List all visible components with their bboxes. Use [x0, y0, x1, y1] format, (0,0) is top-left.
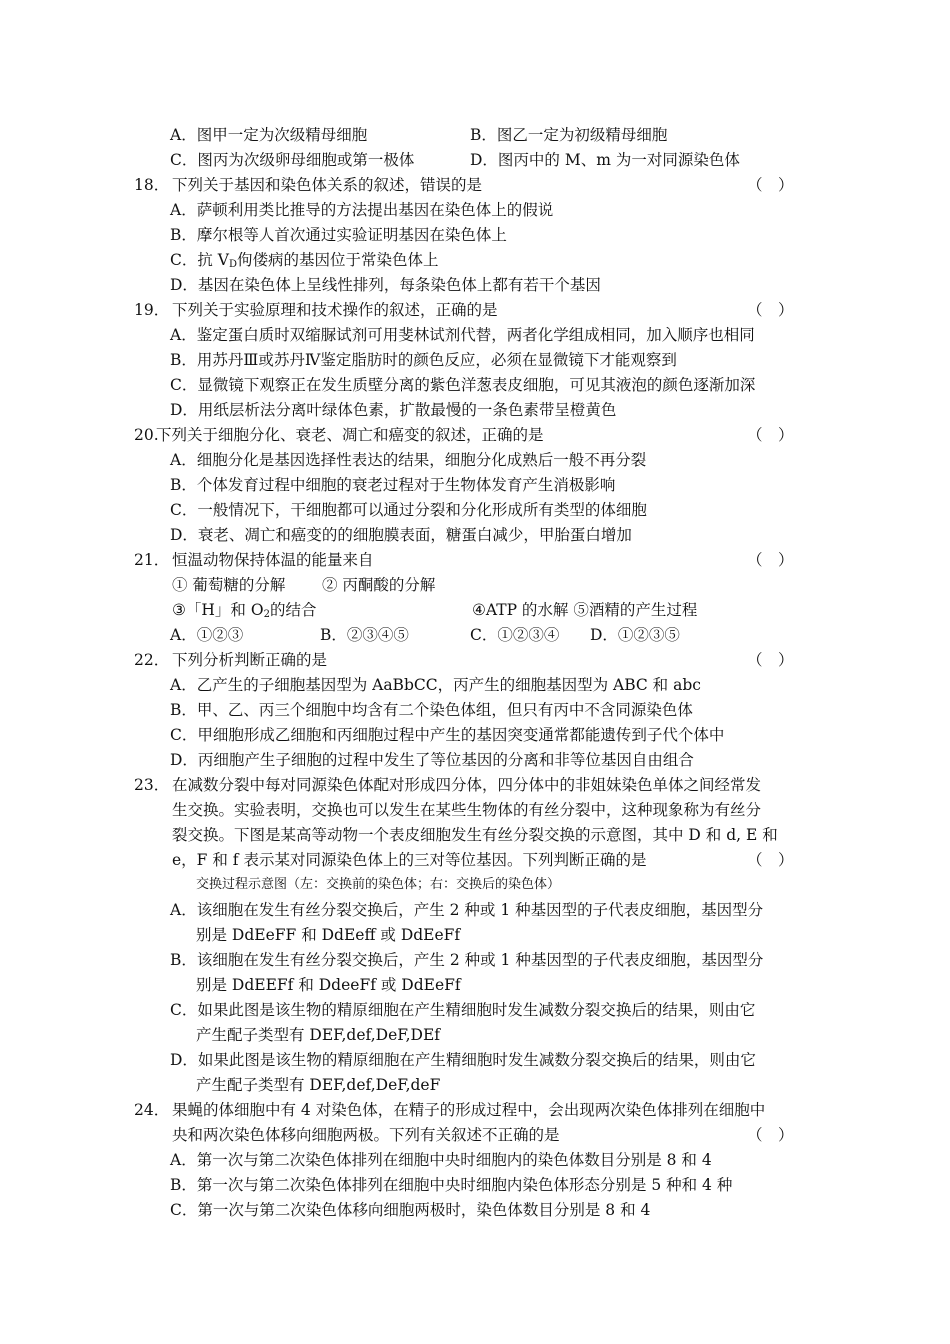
q23-number: 23． — [134, 776, 170, 794]
q18-option-c — [170, 249, 439, 276]
q18-option-c-sub: D — [228, 259, 238, 270]
q20-stem: 下列关于细胞分化、衰老、凋亡和癌变的叙述，正确的是 — [156, 426, 544, 444]
q23-option-c-line-1: C．如果此图是该生物的精原细胞在产生精细胞时发生减数分裂交换后的结果，则由它 — [170, 1001, 756, 1019]
q19-stem: 下列关于实验原理和技术操作的叙述，正确的是 — [172, 301, 498, 319]
q21-number: 21． — [134, 551, 170, 569]
q20-option-a: A．细胞分化是基因选择性表达的结果，细胞分化成熟后一般不再分裂 — [170, 451, 647, 469]
q21-answer-blank: （ ） — [747, 551, 794, 569]
q24-answer-blank: （ ） — [747, 1126, 794, 1144]
q21-item-3 — [172, 599, 316, 626]
q21-option-b: B．②③④⑤ — [320, 626, 409, 644]
q17-option-c: C．图丙为次级卵母细胞或第一极体 — [170, 151, 415, 169]
q23-option-b-line-1: B．该细胞在发生有丝分裂交换后，产生 2 种或 1 种基因型的子代表皮细胞，基因型分 — [170, 951, 764, 969]
q19-option-b: B．用苏丹Ⅲ或苏丹Ⅳ鉴定脂肪时的颜色反应，必须在显微镜下才能观察到 — [170, 351, 677, 369]
q20-answer-blank: （ ） — [747, 426, 794, 444]
q21-item-3-post: 的结合 — [269, 601, 317, 619]
q18-stem: 下列关于基因和染色体关系的叙述，错误的是 — [172, 176, 483, 194]
q21-option-d: D．①②③⑤ — [590, 626, 680, 644]
q17-option-d: D．图丙中的 M、m 为一对同源染色体 — [470, 151, 740, 169]
q22-stem: 下列分析判断正确的是 — [172, 651, 328, 669]
q23-answer-blank: （ ） — [747, 851, 794, 869]
q24-option-b: B．第一次与第二次染色体排列在细胞中央时细胞内染色体形态分别是 5 种和 4 种 — [170, 1176, 733, 1194]
q24-stem-line-2: 央和两次染色体移向细胞两极。下列有关叙述不正确的是 — [172, 1126, 560, 1144]
q19-option-a: A．鉴定蛋白质时双缩脲试剂可用斐林试剂代替，两者化学组成相同，加入顺序也相同 — [170, 326, 755, 344]
q22-option-a: A．乙产生的子细胞基因型为 AaBbCC，丙产生的细胞基因型为 ABC 和 abc — [170, 676, 701, 694]
q23-figure-caption: 交换过程示意图（左：交换前的染色体；右：交换后的染色体） — [196, 877, 561, 892]
q21-item-1: ① 葡萄糖的分解 — [172, 576, 286, 594]
q18-answer-blank: （ ） — [747, 176, 794, 194]
q17-option-a: A．图甲一定为次级精母细胞 — [170, 126, 368, 144]
q20-option-c: C．一般情况下，干细胞都可以通过分裂和分化形成所有类型的体细胞 — [170, 501, 647, 519]
q18-option-c-pre: C．抗 V — [170, 251, 229, 269]
q20-number: 20. — [134, 426, 159, 444]
q22-option-b: B．甲、乙、丙三个细胞中均含有二个染色体组，但只有丙中不含同源染色体 — [170, 701, 693, 719]
q18-option-b: B．摩尔根等人首次通过实验证明基因在染色体上 — [170, 226, 507, 244]
q23-stem-line-1: 在减数分裂中每对同源染色体配对形成四分体，四分体中的非姐妹染色单体之间经常发 — [172, 776, 762, 794]
q19-option-d: D．用纸层析法分离叶绿体色素，扩散最慢的一条色素带呈橙黄色 — [170, 401, 617, 419]
q23-stem-line-4: e，F 和 f 表示某对同源染色体上的三对等位基因。下列判断正确的是 — [172, 851, 647, 869]
q18-option-d: D．基因在染色体上呈线性排列，每条染色体上都有若干个基因 — [170, 276, 601, 294]
q24-option-a: A．第一次与第二次染色体排列在细胞中央时细胞内的染色体数目分别是 8 和 4 — [170, 1151, 712, 1169]
q23-option-a-line-1: A．该细胞在发生有丝分裂交换后，产生 2 种或 1 种基因型的子代表皮细胞，基因型分 — [170, 901, 764, 919]
q21-option-a: A．①②③ — [170, 626, 244, 644]
q22-answer-blank: （ ） — [747, 651, 794, 669]
q24-stem-line-1: 果蝇的体细胞中有 4 对染色体，在精子的形成过程中，会出现两次染色体排列在细胞中 — [172, 1101, 766, 1119]
q21-stem: 恒温动物保持体温的能量来自 — [172, 551, 374, 569]
q22-option-c: C．甲细胞形成乙细胞和丙细胞过程中产生的基因突变通常都能遗传到子代个体中 — [170, 726, 725, 744]
q21-option-c: C．①②③④ — [470, 626, 560, 644]
q21-item-2: ② 丙酮酸的分解 — [322, 576, 436, 594]
q24-option-c: C．第一次与第二次染色体移向细胞两极时，染色体数目分别是 8 和 4 — [170, 1201, 651, 1219]
q24-number: 24． — [134, 1101, 170, 1119]
q20-option-b: B．个体发育过程中细胞的衰老过程对于生物体发育产生消极影响 — [170, 476, 616, 494]
q23-stem-line-3: 裂交换。下图是某高等动物一个表皮细胞发生有丝分裂交换的示意图，其中 D 和 d, E 和 — [172, 826, 778, 844]
q19-number: 19． — [134, 301, 170, 319]
q23-option-d-line-1: D．如果此图是该生物的精原细胞在产生精细胞时发生减数分裂交换后的结果，则由它 — [170, 1051, 756, 1069]
q21-item-3-sub: 2 — [263, 609, 270, 620]
q19-option-c: C．显微镜下观察正在发生质壁分离的紫色洋葱表皮细胞，可见其液泡的颜色逐渐加深 — [170, 376, 756, 394]
q23-option-c-line-2: 产生配子类型有 DEF,def,DeF,DEf — [196, 1026, 440, 1044]
q22-option-d: D．丙细胞产生子细胞的过程中发生了等位基因的分离和非等位基因自由组合 — [170, 751, 694, 769]
q23-option-a-line-2: 别是 DdEeFF 和 DdEeff 或 DdEeFf — [196, 926, 461, 944]
q18-number: 18． — [134, 176, 170, 194]
q18-option-a: A．萨顿利用类比推导的方法提出基因在染色体上的假说 — [170, 201, 554, 219]
q21-item-4-5: ④ATP 的水解 ⑤酒精的产生过程 — [472, 601, 698, 619]
q18-option-c-post: 佝偻病的基因位于常染色体上 — [237, 251, 439, 269]
q23-stem-line-2: 生交换。实验表明，交换也可以发生在某些生物体的有丝分裂中，这种现象称为有丝分 — [172, 801, 762, 819]
q20-option-d: D．衰老、凋亡和癌变的的细胞膜表面，糖蛋白减少，甲胎蛋白增加 — [170, 526, 632, 544]
q19-answer-blank: （ ） — [747, 301, 794, 319]
q22-number: 22． — [134, 651, 170, 669]
q23-option-d-line-2: 产生配子类型有 DEF,def,DeF,deF — [196, 1076, 441, 1094]
q17-option-b: B．图乙一定为初级精母细胞 — [470, 126, 668, 144]
q23-option-b-line-2: 别是 DdEEFf 和 DdeeFf 或 DdEeFf — [196, 976, 461, 994]
q21-item-3-pre: ③「H」和 O — [172, 601, 264, 619]
